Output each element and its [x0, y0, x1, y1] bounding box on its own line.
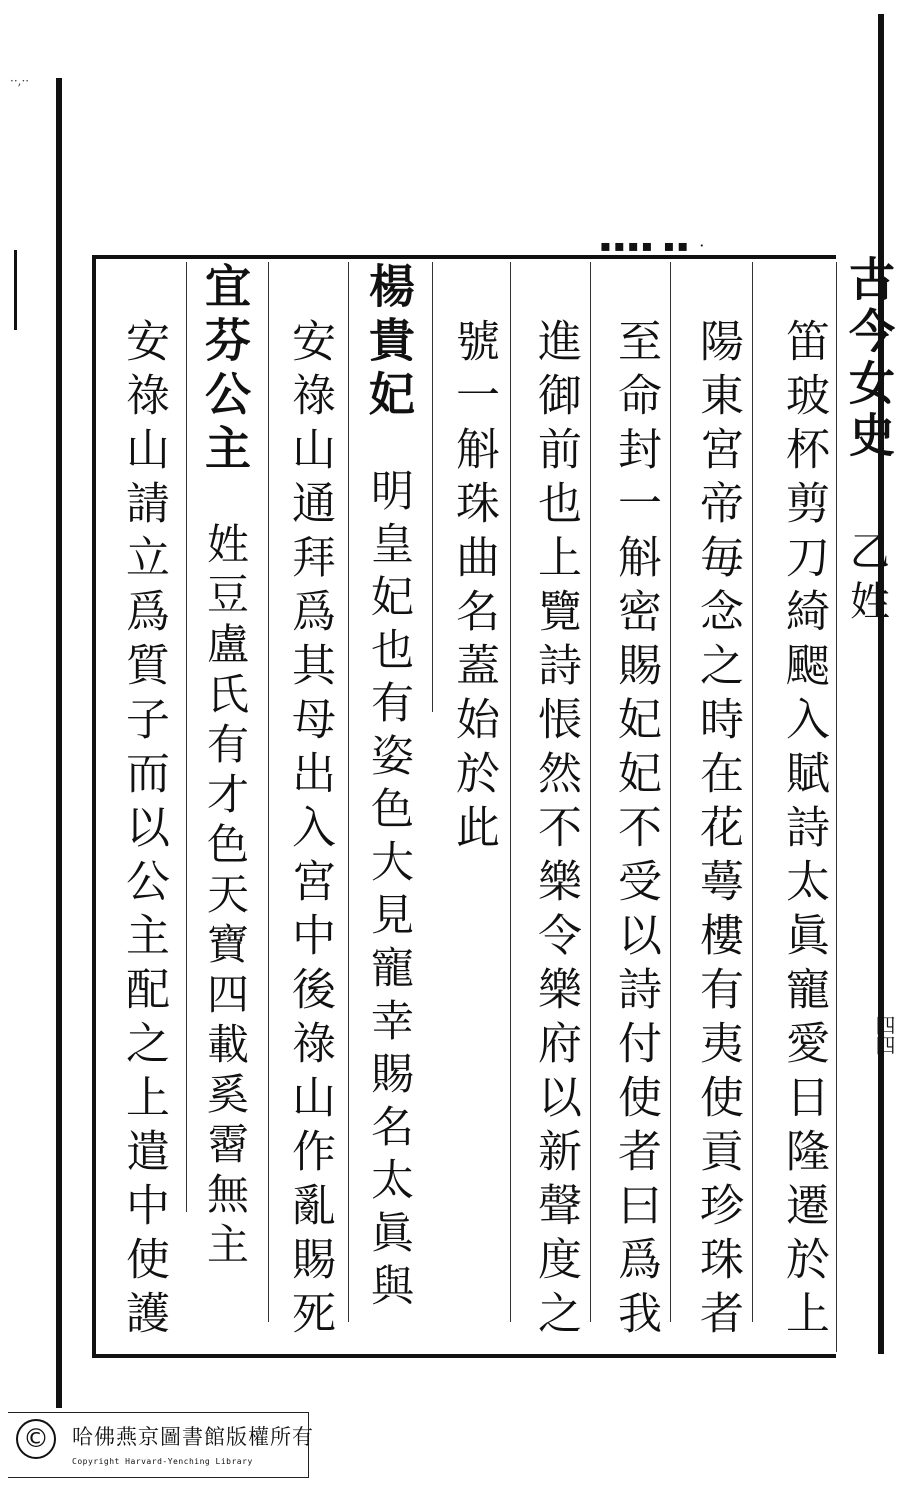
text-column-3	[610, 318, 660, 1344]
column-divider	[752, 262, 753, 1322]
entry-title-yang-guifei: 楊貴妃	[362, 262, 416, 424]
right-page-edge-rule	[878, 14, 884, 1354]
column-divider	[836, 262, 837, 1352]
text-column-2	[692, 318, 742, 1344]
column-divider	[268, 262, 269, 1322]
column-text: 笛玻杯剪刀綺颸入賦詩太眞寵愛日隆遷於上	[778, 318, 829, 1344]
column-text: 姓豆盧氏有才色天寶四載奚霫無主	[201, 522, 250, 1272]
column-divider	[510, 262, 511, 1322]
header-ornament: ▪▪▪▪ ▪▪ ·	[600, 236, 708, 255]
column-text: 號一斛珠曲名蓋始於此	[448, 318, 499, 858]
copyright-stamp	[8, 1412, 314, 1478]
volume-mark: 乙	[850, 529, 890, 575]
left-page-edge-rule	[56, 78, 62, 1408]
column-text: 陽東宮帝毎念之時在花蕚樓有夷使貢珍珠者	[692, 318, 743, 1344]
column-text: 安祿山通拜爲其母出入宮中後祿山作亂賜死	[284, 318, 335, 1344]
column-text: 安祿山請立爲質子而以公主配之上遣中使護	[118, 318, 169, 1344]
book-title: 古今女史	[842, 255, 896, 463]
text-column-7	[284, 318, 334, 1344]
entry-title-yifen-gongzhu: 宜芬公主	[198, 262, 252, 478]
column-text: 至命封一斛密賜妃妃不受以詩付使者曰爲我	[610, 318, 661, 1344]
corner-mark: ··,··	[10, 74, 30, 88]
text-column-9	[118, 318, 168, 1344]
text-column-1	[778, 318, 828, 1344]
column-text: 進御前也上覽詩悵然不樂令樂府以新聲度之	[530, 318, 581, 1344]
column-divider	[590, 262, 591, 1322]
text-column-5	[448, 318, 498, 858]
column-divider	[348, 262, 349, 1322]
folio-number: 四四	[872, 1015, 896, 1055]
column-divider	[186, 262, 187, 1212]
column-divider	[432, 262, 433, 712]
copyright-icon: ©	[16, 1419, 56, 1459]
text-column-8	[200, 262, 250, 1272]
section-char: 姓	[850, 579, 890, 625]
column-text: 明皇妃也有姿色大見寵幸賜名太眞與	[364, 468, 414, 1316]
text-column-4	[530, 318, 580, 1344]
column-divider	[670, 262, 671, 1322]
text-column-6	[364, 262, 414, 1316]
fold-mark	[14, 250, 17, 330]
copyright-english: Copyright Harvard-Yenching Library	[72, 1457, 253, 1466]
copyright-chinese: 哈佛燕京圖書館版權所有	[72, 1425, 314, 1449]
